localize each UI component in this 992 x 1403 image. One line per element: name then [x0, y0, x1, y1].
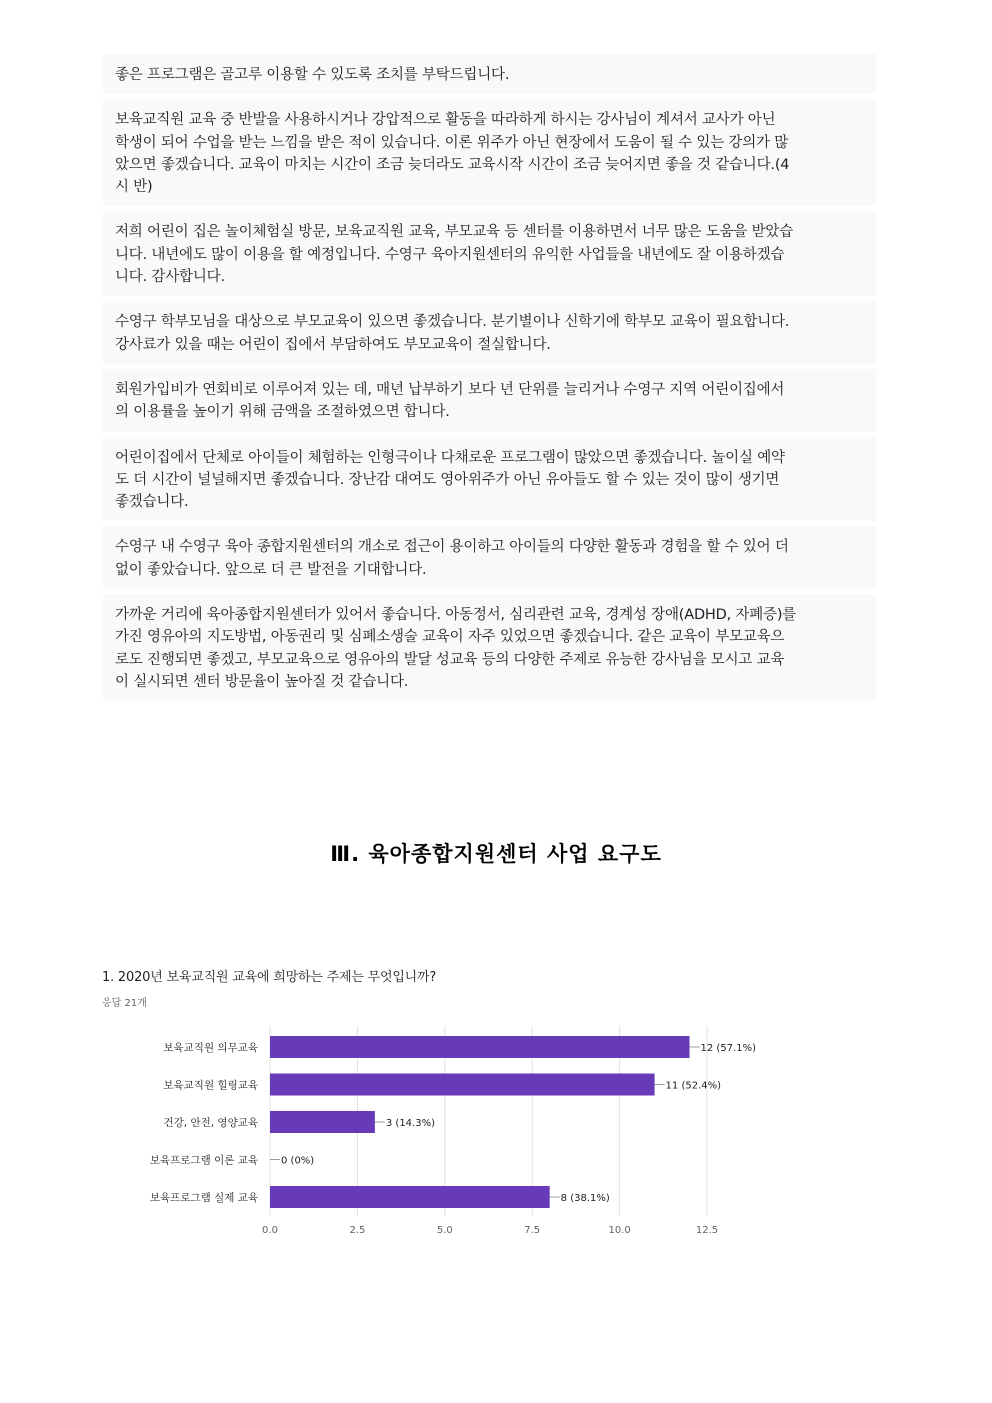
response-item: 보육교직원 교육 중 반발을 사용하시거나 강압적으로 활동을 따라하게 하시는 강사님이 계셔서 교사가 아닌 학생이 되어 수업을 받는 느낌을 받은 적이 있습니다. 이론 위주가 아닌 현장에서 도움이 될 수 있는 강의가 많 았으면 좋겠습니다. 교육이 마치는 시간이 조금 늦더라도 교육시작 시간이 조금 늦어지면 좋을 것 같습니다.(4 시 반)	[103, 99, 876, 206]
data-label: 12 (57.1%)	[700, 1043, 757, 1054]
x-tick-label: 12.5	[695, 1225, 719, 1236]
x-tick-label: 7.5	[524, 1225, 541, 1236]
section-title: Ⅲ. 육아종합지원센터 사업 요구도	[330, 842, 662, 866]
category-label: 건강, 안전, 영양교육	[163, 1117, 258, 1129]
response-item: 수영구 내 수영구 육아 종합지원센터의 개소로 접근이 용이하고 아이들의 다양한 활동과 경험을 할 수 있어 더 없이 좋았습니다. 앞으로 더 큰 발전을 기대합니다.	[103, 526, 876, 589]
bar	[270, 1036, 690, 1058]
response-list	[103, 54, 876, 706]
bar	[270, 1186, 550, 1208]
x-tick-label: 5.0	[436, 1225, 453, 1236]
category-label: 보육프로그램 실제 교육	[149, 1192, 258, 1204]
category-label: 보육교직원 힐링교육	[163, 1079, 258, 1092]
response-count: 응답 21개	[102, 998, 147, 1009]
category-label: 보육교직원 의무교육	[163, 1042, 258, 1054]
response-item: 저희 어린이 집은 놀이체험실 방문, 보육교직원 교육, 부모교육 등 센터를 이용하면서 너무 많은 도움을 받았습 니다. 내년에도 많이 이용을 할 예정입니다. 수영구 육아지원센터의 유익한 사업들을 내년에도 잘 이용하겠습 니다. 감사합니다.	[103, 211, 876, 296]
question-title: 1. 2020년 보육교직원 교육에 희망하는 주제는 무엇입니까?	[102, 970, 437, 985]
response-item: 가까운 거리에 육아종합지원센터가 있어서 좋습니다. 아동정서, 심리관련 교육, 경계성 장애(ADHD, 자폐증)를 가진 영유아의 지도방법, 아동권리 및 심폐소생술 교육이 자주 있었으면 좋겠습니다. 같은 교육이 부모교육으 로도 진행되면 좋겠고, 부모교육으로 영유아의 발달 성교육 등의 다양한 주제로 유능한 강사님을 모시고 교육 이 실시되면 센터 방문율이 높아질 것 같습니다.	[103, 594, 876, 701]
x-tick-label: 0.0	[262, 1225, 278, 1236]
x-tick-label: 2.5	[349, 1225, 366, 1236]
data-label: 11 (52.4%)	[665, 1080, 722, 1092]
bar	[270, 1111, 375, 1133]
response-item: 어린이집에서 단체로 아이들이 체험하는 인형극이나 다채로운 프로그램이 많았으면 좋겠습니다. 놀이실 예약 도 더 시간이 널널해지면 좋겠습니다. 장난감 대여도 영아위주가 아닌 유아들도 할 수 있는 것이 많이 생기면 좋겠습니다.	[103, 437, 876, 522]
data-label: 0 (0%)	[281, 1155, 315, 1167]
data-label: 8 (38.1%)	[560, 1193, 610, 1204]
data-label: 3 (14.3%)	[385, 1118, 436, 1129]
x-tick-label: 10.0	[608, 1225, 631, 1236]
category-label: 보육프로그램 이론 교육	[149, 1154, 258, 1167]
bar	[270, 1074, 655, 1096]
response-item: 수영구 학부모님을 대상으로 부모교육이 있으면 좋겠습니다. 분기별이나 신학기에 학부모 교육이 필요합니다. 강사료가 있을 때는 어린이 집에서 부담하여도 부모교육이 절실합니다.	[103, 301, 876, 364]
response-item: 좋은 프로그램은 골고루 이용할 수 있도록 조치를 부탁드립니다.	[103, 54, 876, 94]
bar-chart	[100, 1024, 780, 1254]
response-item: 회원가입비가 연회비로 이루어져 있는 데, 매년 납부하기 보다 년 단위를 늘리거나 수영구 지역 어린이집에서 의 이용률을 높이기 위해 금액을 조절하였으면 합니다.	[103, 369, 876, 432]
